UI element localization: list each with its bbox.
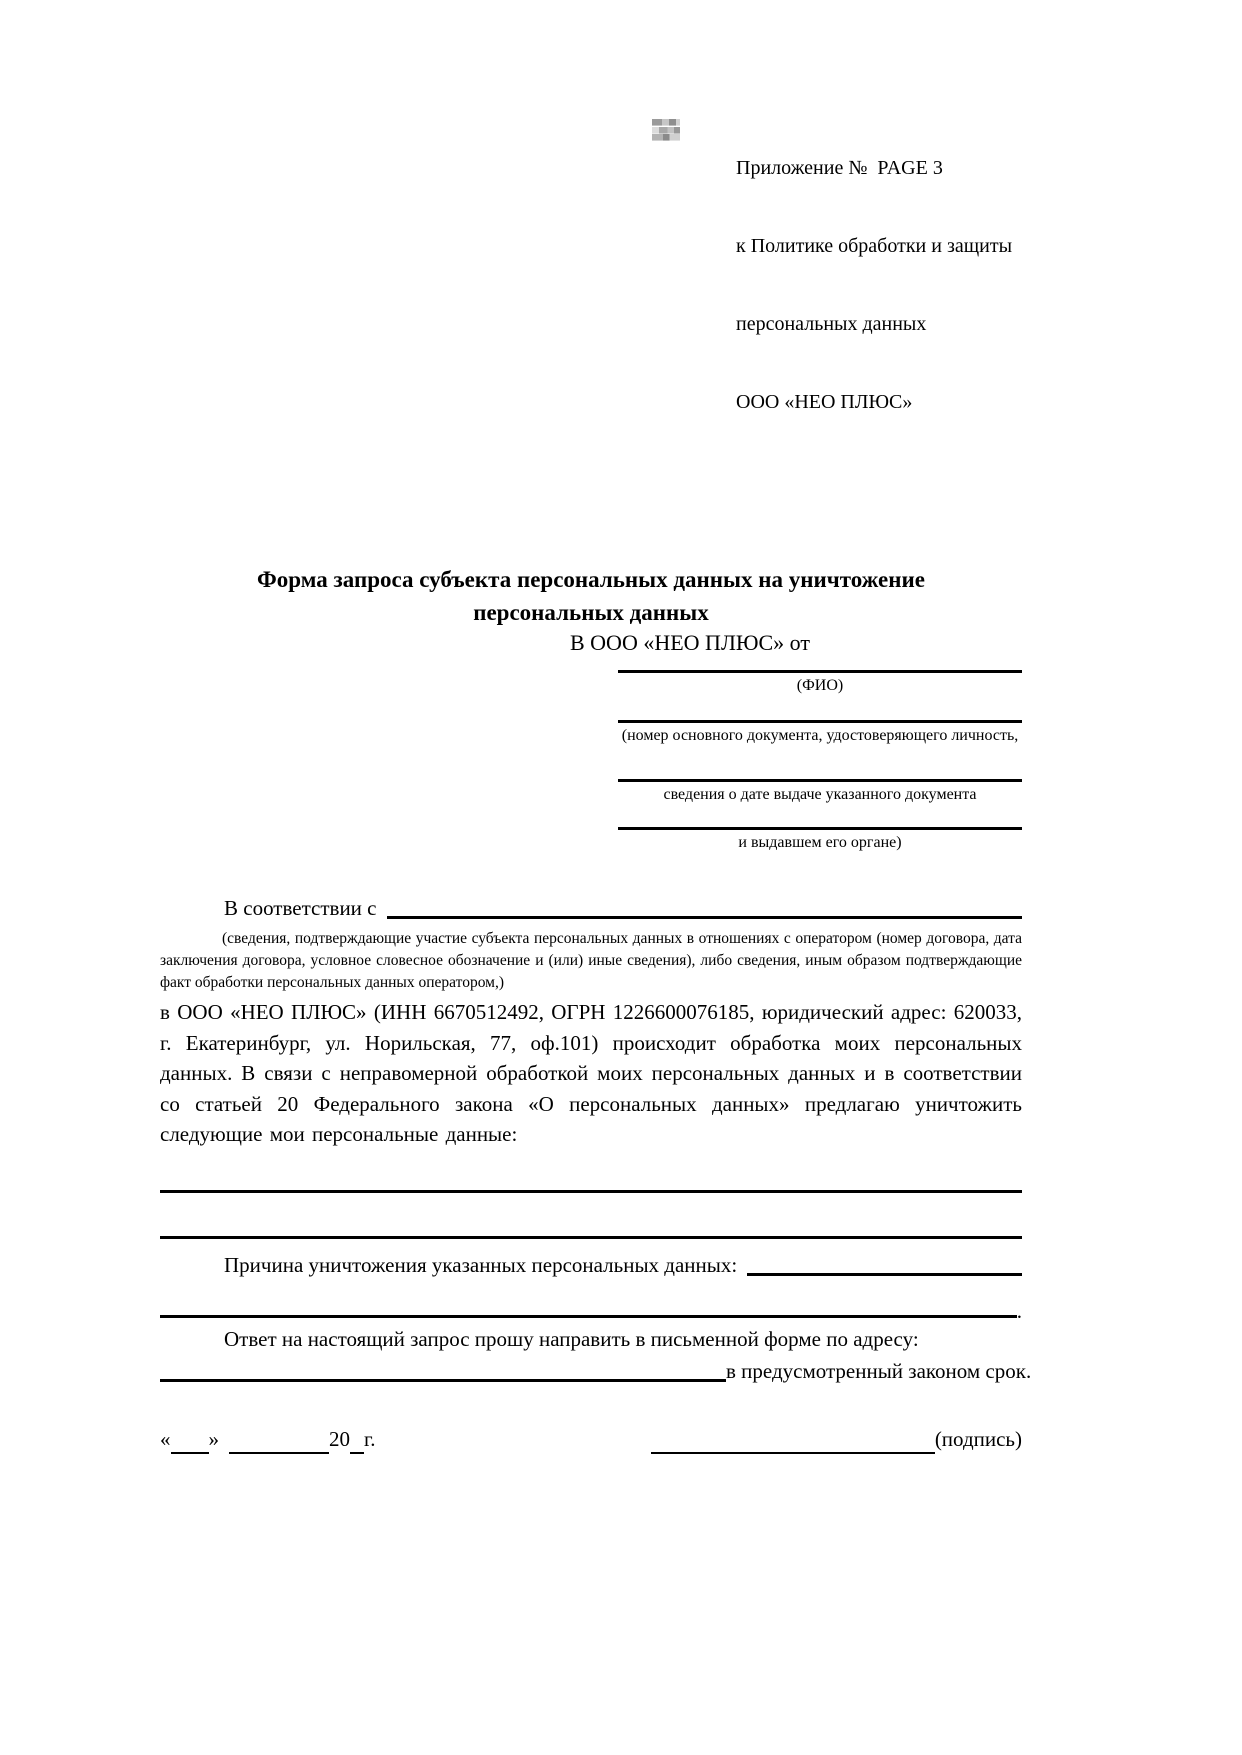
- close-quote: »: [208, 1426, 219, 1451]
- addressee-line: В ООО «НЕО ПЛЮС» от: [570, 630, 810, 655]
- data-to-destroy-blank-line-1: [160, 1190, 1022, 1193]
- month-blank: [229, 1432, 329, 1454]
- year-prefix: 20: [329, 1426, 350, 1451]
- year-blank: [350, 1432, 364, 1454]
- signature-caption: (подпись): [934, 1426, 1022, 1451]
- response-request-label: Ответ на настоящий запрос прошу направить в письменной форме по адресу:: [224, 1326, 919, 1351]
- fio-field: [618, 670, 1022, 696]
- signature-blank: [651, 1432, 935, 1454]
- appendix-number-line: Приложение № PAGE 3: [736, 157, 943, 179]
- applicant-fill-block: [618, 670, 1022, 853]
- reason-label: Причина уничтожения указанных персональных данных:: [224, 1252, 738, 1277]
- appendix-header: [736, 103, 1022, 467]
- reason-continuation-row: [160, 1298, 1022, 1323]
- document-number-field: [618, 720, 1022, 746]
- issuing-authority-caption: и выдавшем его органе): [738, 834, 902, 851]
- policy-reference-line-1: к Политике обработки и защиты: [736, 235, 1013, 257]
- document-title: [160, 563, 1022, 629]
- fio-caption: (ФИО): [796, 677, 844, 694]
- policy-reference-line-2: персональных данных: [736, 313, 927, 335]
- document-title-line-2: персональных данных: [473, 600, 709, 625]
- accordance-blank-line: [387, 916, 1023, 919]
- address-blank-line: [160, 1379, 726, 1382]
- body-paragraph: в ООО «НЕО ПЛЮС» (ИНН 6670512492, ОГРН 1226600076185, юридический адрес: 620033, г. Екатеринбург, ул. Норильская, 77, оф.101) происходит обработка моих персональных данных. В связи с неправомерной обработкой моих персональных данных и в соответствии со статьей 20 Федерального закона «О персональных данных» предлагаю уничтожить следующие мои персональные данные:: [160, 1000, 1022, 1146]
- response-address-row: [160, 1356, 1032, 1386]
- issuing-authority-field: [618, 827, 1022, 853]
- company-name: ООО «НЕО ПЛЮС»: [736, 391, 913, 413]
- document-title-line-1: Форма запроса субъекта персональных данных на уничтожение: [257, 567, 925, 592]
- sentence-period: .: [1016, 1298, 1022, 1323]
- open-quote: «: [160, 1426, 171, 1451]
- response-suffix: в предусмотренный законом срок.: [726, 1358, 1032, 1383]
- data-to-destroy-blank-line-2: [160, 1236, 1022, 1239]
- reason-blank-line: [747, 1273, 1022, 1276]
- signature-group: [651, 1424, 1022, 1454]
- accordance-row: [160, 893, 1022, 923]
- issue-date-field: [618, 779, 1022, 805]
- reason-blank-line-2: [160, 1315, 1017, 1318]
- issue-date-caption: сведения о дате выдаче указанного документа: [663, 786, 977, 803]
- reason-row: [160, 1250, 1022, 1280]
- accordance-footnote: (сведения, подтверждающие участие субъекта персональных данных в отношениях с оператором (номер договора, дата заключения договора, условное словесное обозначение и (или) иные сведения), либо сведения, иным образом подтверждающие факт обработки персональных данных оператором,): [160, 930, 1022, 991]
- date-signature-row: [160, 1424, 1022, 1454]
- field-code-artifact-icon: [652, 119, 680, 141]
- year-suffix: г.: [364, 1426, 376, 1451]
- document-number-caption: (номер основного документа, удостоверяющего личность,: [621, 727, 1019, 744]
- day-blank: [171, 1432, 209, 1454]
- date-group: [160, 1424, 376, 1454]
- accordance-label: В соответствии с: [224, 896, 377, 920]
